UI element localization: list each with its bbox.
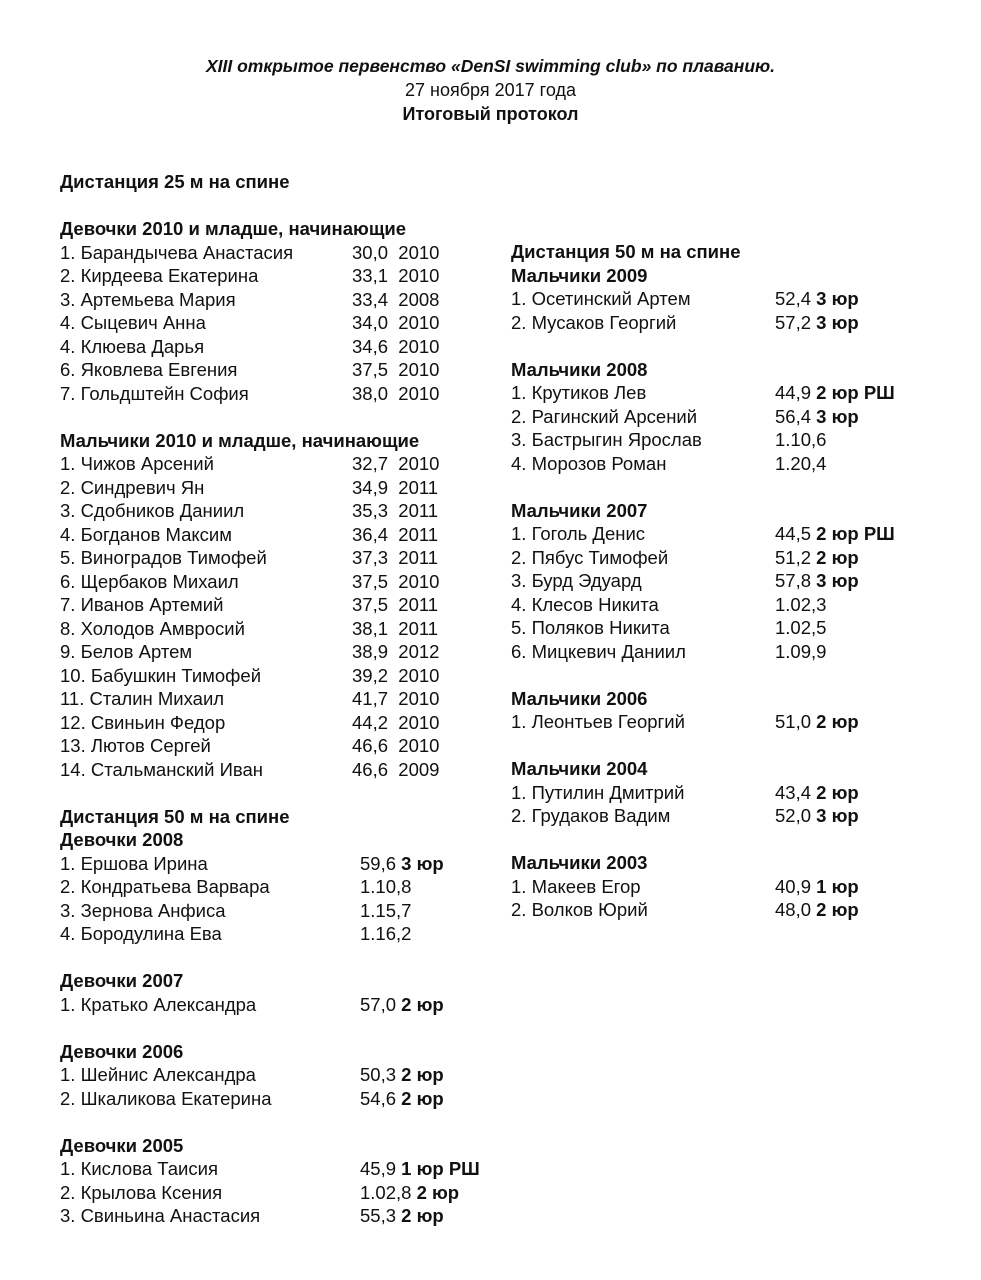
result-row (511, 546, 931, 570)
group-heading: Девочки 2008 (60, 829, 184, 850)
result-row (60, 476, 480, 500)
sport-rank: 2 юр (416, 1181, 460, 1203)
swim-time: 34,0 (352, 312, 389, 333)
result-row (511, 569, 931, 593)
group-heading: Мальчики 2008 (511, 358, 648, 380)
swim-time: 1.02,8 (360, 1181, 412, 1203)
swim-time: 52,0 (775, 805, 812, 826)
birth-year: 2011 (398, 547, 439, 568)
swim-time: 57,2 (775, 311, 812, 333)
sport-rank: 2 юр (401, 1205, 444, 1226)
result-cell (352, 499, 438, 523)
result-row (60, 523, 480, 547)
result-row (60, 1087, 480, 1111)
result-row (60, 758, 480, 782)
result-cell (352, 711, 439, 735)
swim-time: 51,2 (775, 546, 812, 568)
result-cell (352, 335, 439, 359)
birth-year: 2010 (398, 664, 440, 686)
athlete-name: 3. Бастрыгин Ярослав (511, 429, 702, 450)
result-row (60, 734, 480, 758)
results-list (511, 781, 931, 828)
swim-time: 46,6 (352, 758, 389, 780)
athlete-name: 7. Гольдштейн София (60, 382, 249, 404)
results-list (60, 1063, 480, 1110)
results-group (60, 429, 480, 782)
swim-time: 50,3 (360, 1064, 397, 1085)
document-subtitle: Итоговый протокол (402, 104, 579, 124)
result-row (60, 875, 480, 899)
result-row (511, 381, 931, 405)
result-cell (775, 593, 826, 617)
swim-time: 1.09,9 (775, 640, 827, 662)
athlete-name: 1. Крутиков Лев (511, 382, 647, 403)
swim-time: 33,4 (352, 288, 389, 310)
birth-year: 2012 (398, 641, 440, 662)
distance-heading: Дистанция 25 м на спине (60, 171, 290, 192)
results-list (60, 241, 480, 406)
result-cell (352, 546, 438, 570)
results-list (511, 522, 931, 663)
sport-rank: 2 юр РШ (816, 382, 895, 403)
result-row (511, 287, 931, 311)
athlete-name: 1. Путилин Дмитрий (511, 781, 685, 803)
athlete-name: 4. Клесов Никита (511, 593, 659, 615)
swim-time: 39,2 (352, 664, 389, 686)
sport-rank: 3 юр (816, 805, 859, 826)
sport-rank: 3 юр (816, 288, 859, 309)
result-cell (352, 241, 439, 265)
result-cell (352, 617, 438, 641)
result-cell (775, 311, 859, 335)
result-row (511, 616, 931, 640)
sport-rank: 3 юр (401, 852, 444, 874)
swim-time: 30,0 (352, 241, 389, 263)
results-group (60, 1134, 480, 1228)
birth-year: 2010 (398, 453, 440, 474)
results-group (60, 1040, 480, 1111)
result-row (60, 570, 480, 594)
result-row (60, 922, 480, 946)
swim-time: 35,3 (352, 500, 389, 521)
result-cell (775, 875, 859, 899)
result-cell (775, 710, 859, 734)
results-list (511, 875, 931, 922)
athlete-name: 13. Лютов Сергей (60, 735, 211, 756)
swim-time: 1.10,8 (360, 876, 412, 897)
athlete-name: 14. Стальманский Иван (60, 758, 264, 780)
sport-rank: 2 юр (401, 993, 444, 1015)
result-row (60, 241, 480, 265)
birth-year: 2011 (398, 617, 439, 639)
swim-time: 37,5 (352, 359, 389, 380)
result-cell (352, 288, 439, 312)
result-cell (352, 758, 439, 782)
document-date: 27 ноября 2017 года (405, 80, 576, 100)
swim-time: 33,1 (352, 265, 389, 286)
document-header (0, 54, 981, 126)
athlete-name: 2. Мусаков Георгий (511, 311, 677, 333)
group-heading: Мальчики 2004 (511, 758, 648, 779)
athlete-name: 11. Сталин Михаил (60, 688, 225, 709)
swim-time: 41,7 (352, 688, 389, 709)
birth-year: 2010 (398, 711, 440, 733)
result-row (511, 875, 931, 899)
birth-year: 2010 (398, 312, 440, 333)
result-row (511, 311, 931, 335)
result-row (511, 781, 931, 805)
result-cell (775, 381, 895, 405)
swim-time: 32,7 (352, 453, 389, 474)
sport-rank: 2 юр (816, 711, 859, 732)
results-group (511, 687, 931, 734)
result-row (511, 522, 931, 546)
athlete-name: 1. Чижов Арсений (60, 453, 214, 474)
sport-rank: 3 юр (816, 311, 859, 333)
result-cell (352, 570, 439, 594)
birth-year: 2009 (398, 758, 440, 780)
results-list (511, 710, 931, 734)
result-row (60, 1204, 480, 1228)
athlete-name: 1. Шейнис Александра (60, 1064, 256, 1085)
distance-heading: Дистанция 50 м на спине (60, 805, 290, 827)
athlete-name: 2. Кондратьева Варвара (60, 876, 270, 897)
result-cell (360, 1181, 459, 1205)
result-cell (352, 523, 438, 547)
results-group (511, 757, 931, 828)
result-cell (775, 287, 859, 311)
athlete-name: 10. Бабушкин Тимофей (60, 664, 262, 686)
result-row (60, 664, 480, 688)
birth-year: 2010 (398, 570, 440, 592)
swim-time: 43,4 (775, 781, 812, 803)
athlete-name: 6. Мицкевич Даниил (511, 640, 686, 662)
results-group (511, 264, 931, 335)
athlete-name: 3. Зернова Анфиса (60, 899, 226, 921)
swim-time: 57,0 (360, 993, 397, 1015)
athlete-name: 2. Шкаликова Екатерина (60, 1087, 272, 1109)
result-cell (775, 616, 826, 640)
results-group (511, 499, 931, 664)
athlete-name: 4. Богданов Максим (60, 523, 232, 545)
result-row (60, 382, 480, 406)
result-row (511, 428, 931, 452)
athlete-name: 4. Бородулина Ева (60, 923, 222, 944)
swim-time: 44,5 (775, 523, 812, 544)
swim-time: 45,9 (360, 1158, 397, 1179)
result-row (60, 899, 480, 923)
athlete-name: 2. Волков Юрий (511, 899, 648, 920)
sport-rank: 3 юр (816, 570, 859, 591)
birth-year: 2011 (398, 500, 439, 521)
athlete-name: 4. Клюева Дарья (60, 335, 205, 357)
result-cell (775, 569, 859, 593)
group-heading: Мальчики 2006 (511, 687, 648, 709)
swim-time: 40,9 (775, 875, 812, 897)
sport-rank: 3 юр (816, 405, 859, 427)
athlete-name: 3. Свиньина Анастасия (60, 1205, 261, 1226)
result-cell (360, 1157, 480, 1181)
result-row (60, 617, 480, 641)
athlete-name: 1. Гоголь Денис (511, 523, 646, 544)
birth-year: 2010 (398, 735, 440, 756)
athlete-name: 2. Пябус Тимофей (511, 546, 669, 568)
right-column (511, 240, 931, 922)
result-cell (775, 781, 859, 805)
athlete-name: 3. Сдобников Даниил (60, 500, 245, 521)
result-cell (360, 993, 444, 1017)
result-cell (775, 452, 826, 476)
swim-time: 1.02,5 (775, 617, 827, 638)
swim-time: 1.10,6 (775, 429, 827, 450)
birth-year: 2010 (398, 241, 440, 263)
athlete-name: 1. Осетинский Артем (511, 288, 691, 309)
swim-time: 38,9 (352, 641, 389, 662)
sport-rank: 2 юр (401, 1087, 444, 1109)
result-row (60, 358, 480, 382)
results-group (511, 851, 931, 922)
results-list (511, 381, 931, 475)
athlete-name: 7. Иванов Артемий (60, 594, 224, 615)
athlete-name: 2. Крылова Ксения (60, 1181, 223, 1203)
result-row (60, 452, 480, 476)
result-cell (360, 852, 444, 876)
birth-year: 2011 (398, 523, 439, 545)
result-row (60, 499, 480, 523)
sport-rank: 1 юр (816, 875, 859, 897)
athlete-name: 1. Кратько Александра (60, 993, 257, 1015)
results-list (60, 452, 480, 781)
result-row (511, 452, 931, 476)
result-row (60, 264, 480, 288)
result-cell (352, 593, 438, 617)
group-heading: Мальчики 2009 (511, 264, 648, 286)
swim-time: 37,5 (352, 570, 389, 592)
sport-rank: 2 юр (816, 899, 859, 920)
athlete-name: 9. Белов Артем (60, 641, 193, 662)
athlete-name: 3. Бурд Эдуард (511, 570, 642, 591)
result-row (60, 593, 480, 617)
swim-time: 52,4 (775, 288, 812, 309)
result-row (511, 710, 931, 734)
results-list (60, 852, 480, 946)
result-row (60, 711, 480, 735)
results-group (60, 217, 480, 405)
result-cell (775, 428, 826, 452)
result-row (60, 1063, 480, 1087)
results-list (60, 1157, 480, 1228)
group-heading: Мальчики 2010 и младше, начинающие (60, 429, 420, 451)
athlete-name: 5. Виноградов Тимофей (60, 547, 267, 568)
result-cell (775, 898, 859, 922)
athlete-name: 6. Яковлева Евгения (60, 359, 238, 380)
birth-year: 2010 (398, 265, 440, 286)
result-row (60, 546, 480, 570)
sport-rank: 2 юр РШ (816, 523, 895, 544)
document-title: XIII открытое первенство «DenSI swimming club» по плаванию. (205, 56, 776, 76)
result-cell (352, 640, 439, 664)
athlete-name: 8. Холодов Амвросий (60, 617, 245, 639)
result-cell (360, 922, 411, 946)
swim-time: 44,9 (775, 382, 812, 403)
swim-time: 59,6 (360, 852, 397, 874)
result-row (511, 593, 931, 617)
group-heading: Девочки 2010 и младше, начинающие (60, 218, 407, 239)
group-heading: Девочки 2007 (60, 970, 184, 991)
athlete-name: 1. Макеев Егор (511, 875, 641, 897)
result-row (60, 335, 480, 359)
birth-year: 2010 (398, 688, 440, 709)
swim-time: 44,2 (352, 711, 389, 733)
result-cell (352, 664, 439, 688)
result-row (60, 311, 480, 335)
result-row (60, 687, 480, 711)
birth-year: 2010 (398, 335, 440, 357)
athlete-name: 6. Щербаков Михаил (60, 570, 239, 592)
results-group (60, 969, 480, 1016)
result-cell (352, 311, 439, 335)
result-row (511, 640, 931, 664)
swim-time: 38,0 (352, 382, 389, 404)
group-heading: Мальчики 2003 (511, 852, 648, 873)
swim-time: 38,1 (352, 617, 389, 639)
swim-time: 1.16,2 (360, 923, 412, 944)
group-heading: Девочки 2006 (60, 1040, 184, 1062)
birth-year: 2008 (398, 288, 440, 310)
result-row (60, 993, 480, 1017)
birth-year: 2011 (398, 476, 439, 498)
result-cell (775, 405, 859, 429)
results-list (60, 993, 480, 1017)
result-cell (352, 264, 439, 288)
result-cell (352, 476, 438, 500)
result-cell (360, 1063, 444, 1087)
result-cell (775, 546, 859, 570)
result-row (60, 1157, 480, 1181)
birth-year: 2011 (398, 594, 439, 615)
group-heading: Девочки 2005 (60, 1134, 184, 1156)
distance-heading: Дистанция 50 м на спине (511, 241, 741, 262)
athlete-name: 5. Поляков Никита (511, 617, 670, 638)
athlete-name: 3. Артемьева Мария (60, 288, 236, 310)
swim-time: 1.15,7 (360, 899, 412, 921)
swim-time: 55,3 (360, 1205, 397, 1226)
swim-time: 57,8 (775, 570, 812, 591)
result-cell (352, 382, 439, 406)
result-row (60, 288, 480, 312)
athlete-name: 4. Сыцевич Анна (60, 312, 206, 333)
swim-time: 54,6 (360, 1087, 397, 1109)
result-cell (352, 358, 439, 382)
athlete-name: 2. Синдревич Ян (60, 476, 205, 498)
result-cell (775, 804, 859, 828)
birth-year: 2010 (398, 359, 440, 380)
athlete-name: 2. Кирдеева Екатерина (60, 265, 259, 286)
athlete-name: 1. Ершова Ирина (60, 852, 208, 874)
swim-time: 1.02,3 (775, 593, 827, 615)
result-cell (360, 1204, 444, 1228)
athlete-name: 2. Грудаков Вадим (511, 805, 671, 826)
result-cell (352, 687, 439, 711)
athlete-name: 1. Леонтьев Георгий (511, 711, 685, 732)
swim-time: 46,6 (352, 735, 389, 756)
result-row (511, 405, 931, 429)
swim-time: 34,6 (352, 335, 389, 357)
results-group (60, 828, 480, 946)
swim-time: 36,4 (352, 523, 389, 545)
swim-time: 51,0 (775, 711, 812, 732)
swim-time: 37,5 (352, 594, 389, 615)
result-cell (360, 1087, 444, 1111)
result-cell (360, 899, 411, 923)
result-row (60, 1181, 480, 1205)
birth-year: 2010 (398, 382, 440, 404)
results-list (511, 287, 931, 334)
result-cell (360, 875, 411, 899)
result-row (60, 640, 480, 664)
result-cell (352, 452, 439, 476)
sport-rank: 2 юр (816, 546, 859, 568)
results-group (511, 358, 931, 476)
sport-rank: 2 юр (816, 781, 859, 803)
result-row (511, 804, 931, 828)
athlete-name: 4. Морозов Роман (511, 452, 667, 474)
swim-time: 1.20,4 (775, 452, 827, 474)
swim-time: 34,9 (352, 476, 389, 498)
result-cell (775, 522, 895, 546)
left-column (60, 170, 480, 1228)
group-heading: Мальчики 2007 (511, 499, 648, 521)
swim-time: 48,0 (775, 899, 812, 920)
athlete-name: 1. Кислова Таисия (60, 1158, 218, 1179)
result-row (60, 852, 480, 876)
sport-rank: 2 юр (401, 1064, 444, 1085)
swim-time: 56,4 (775, 405, 812, 427)
athlete-name: 2. Рагинский Арсений (511, 405, 698, 427)
swim-time: 37,3 (352, 547, 389, 568)
result-row (511, 898, 931, 922)
athlete-name: 1. Барандычева Анастасия (60, 241, 294, 263)
result-cell (775, 640, 826, 664)
sport-rank: 1 юр РШ (401, 1158, 480, 1179)
result-cell (352, 734, 439, 758)
athlete-name: 12. Свиньин Федор (60, 711, 226, 733)
